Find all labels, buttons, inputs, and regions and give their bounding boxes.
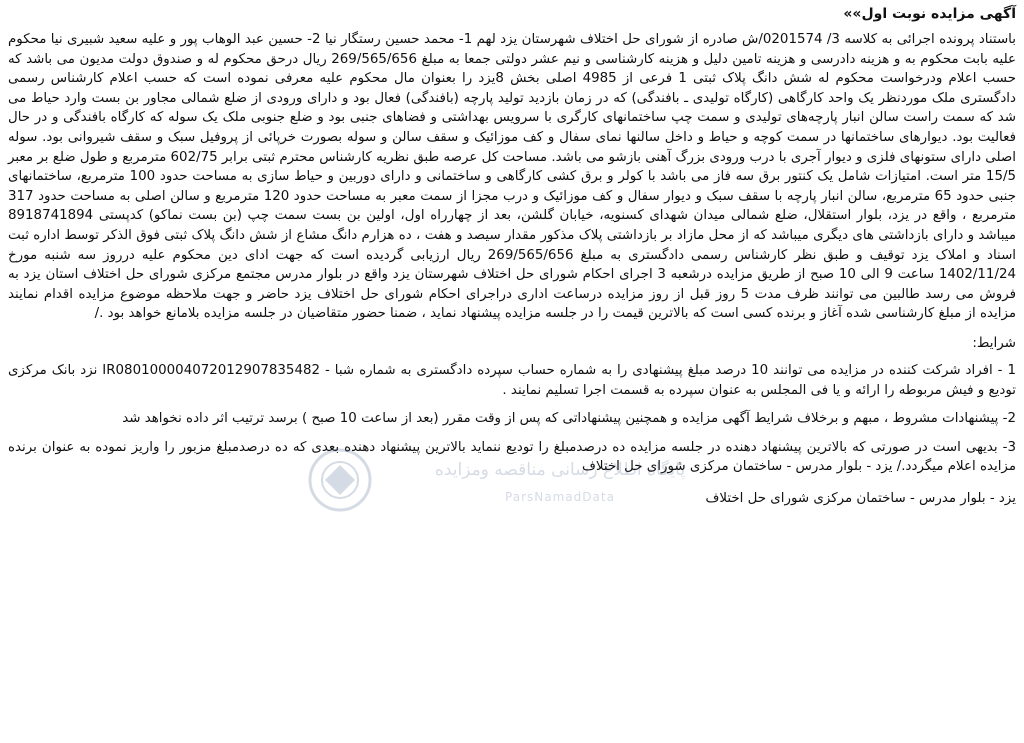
condition-item-1: 1 - افراد شرکت کننده در مزایده می توانند 10 درصد مبلغ پیشنهادی را به شماره حساب سپرده دادگستری به شماره شبا - IR080100004072012907835482 نزد بانک مرکزی تودیع و فیش مربوطه را ارائه و یا فی المجلس به عنوان سپرده به قسمت اجرا تسلیم نمایند . [8, 362, 1016, 398]
condition-item-2: 2- پیشنهادات مشروط ، مبهم و برخلاف شرایط آگهی مزایده و همچنین پیشنهاداتی که پس از وقت مقرر (بعد از ساعت 10 صبح ) برسد ترتیب اثر داده نخواهد شد [122, 411, 1016, 427]
watermark-text: پایگاه اطلاع رسانی مناقصه ومزایده [434, 460, 686, 480]
notice-title: آگهی مزایده نوبت اول»» [843, 6, 1016, 22]
notice-body: باستناد پرونده اجرائی به کلاسه 3/ 0201574/ش صادره از شورای حل اختلاف شهرستان یزد لهم 1- محمد حسین رستگار نیا 2- حسین عبد الوهاب پور و علیه سعید شبیری نیا محکوم علیه بابت محکوم به و هزینه دادرسی و هزینه تامین دلیل و هزینه کارشناسی و نیم عشر دولتی جمعا به مبلغ 269/565/656 ریال درحق محکوم له و صندوق دولت مدیون می باشد که حسب اعلام ودرخواست محکوم له شش دانگ پلاک ثبتی 1 فرعی از 4985 اصلی بخش 8یزد را بعنوان مال محکوم علیه معرفی نموده است که حسب اعلام کارشناس رسمی دادگستری ملک موردنظر یک واحد کارگاهی (کارگاه تولیدی ـ بافندگی) که در زمان بازدید تولید پارچه (بافندگی) فعال بود و دارای ورودی از ضلع شمالی مجاور بن بست وارد حیاط می شد که سمت راست سالن انبار پارچه‌های تولیدی و سمت چپ ساختمانهای کارگری با سرویس بهداشتی و فضاهای جنبی بود و ضلع جنوبی ملک یک سوله که کارگاه بافندگی و در حال فعالیت بود. دیوارهای ساختمانها در سمت کوچه و حیاط و داخل سالنها نمای سفال و کف موزائیک و سقف سالن و سوله بصورت خرپائی از پروفیل سبک و سقف شیروانی بود. سوله اصلی دارای ستونهای فلزی و دیوار آجری با درب ورودی بزرگ آهنی بازشو می باشد. مساحت کل عرصه طبق نظریه کارشناس محترم ثبتی برابر 602/75 مترمربع و طول ضلع بر معبر 15/5 متر است. امتیازات شامل یک کنتور برق سه فاز می باشد با کولر و برق کشی کارگاهی و ساختمانی و دارای دوربین و حیاط سازی به مساحت حدود 100 مترمربع، ساختمانهای جنبی حدود 65 مترمربع، سالن انبار پارچه با سقف سبک و دیوار سفال و کف موزائیک و درب مجزا از سمت معبر به مساحت حدود 120 مترمربع و سالن اصلی به مساحت حدود 317 مترمربع ، واقع در یزد، بلوار استقلال، ضلع شمالی میدان شهدای کسنویه، خیابان گلشن، بعد از چهارراه اول، اولین بن بست سمت چپ (بن بست نماکو) کدپستی 8918741894 میباشد و دارای بازداشتی های دیگری میباشد که از محل مازاد بر بازداشتی پلاک مذکور مقدار سیصد و هفت ، ده هزارم دانگ مشاع از شش دانگ پلاک ثبتی فوق الذکر توسط اداره ثبت اسناد و املاک یزد توقیف و طبق نظر کارشناس رسمی دادگستری به مبلغ 269/565/656 ریال ارزیابی گردیده است که جهت ادای دین محکوم علیه درروز سه شنبه مورخ 1402/11/24 ساعت 9 الی 10 صبح از طریق مزایده درشعبه 3 اجرای احکام شورای حل اختلاف شهرستان یزد واقع در بلوار مدرس مجتمع مرکزی شورای حل اختلاف استان یزد به فروش می رسد طالبین می توانند ظرف مدت 5 روز قبل از روز مزایده درساعت اداری دراجرای احکام شورای حل اختلاف یزد حاضر و جهت ملاحظه موضوع مزایده اقدام نمایند مزایده از مبلغ کارشناسی شده آغاز و برنده کسی است که بالاترین قیمت را در جلسه مزایده پیشنهاد نماید ، ضمنا حضور متقاضیان در جلسه مزایده بلامانع خواهد بود ./ [8, 32, 1017, 322]
conditions-heading: شرایط: [972, 334, 1016, 351]
condition-item-3: 3- بدیهی است در صورتی که بالاترین پیشنهاد دهنده در جلسه مزایده ده درصدمبلغ را تودیع ننماید بالاترین پیشنهاد دهنده بعدی که ده درصدمبلغ مزبور را واریز نموده به عنوان برنده مزایده اعلام میگردد./ یزد - بلوار مدرس - ساختمان مرکزی شورای حل اختلاف [8, 439, 1016, 475]
footer-address: یزد - بلوار مدرس - ساختمان مرکزی شورای حل اختلاف [705, 490, 1016, 506]
watermark-subtext: ParsNamadData [505, 490, 615, 504]
auction-notice-page [8, 4, 1016, 739]
